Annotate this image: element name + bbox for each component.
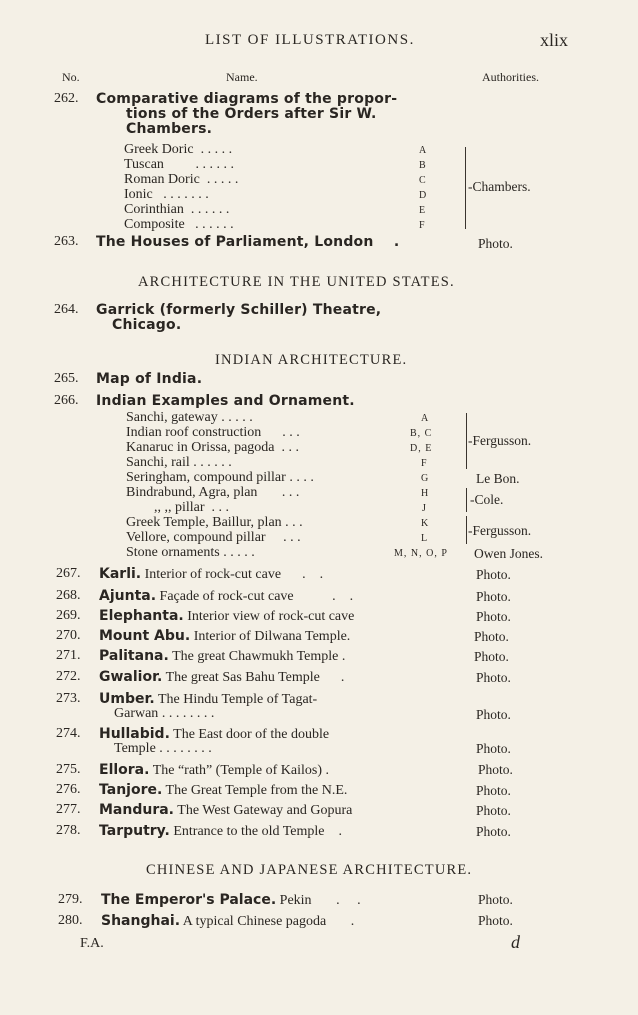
figure-letter: F bbox=[421, 458, 428, 469]
section-heading: CHINESE AND JAPANESE ARCHITECTURE. bbox=[146, 862, 473, 878]
sub-item: Sanchi, gateway . . . . . bbox=[126, 410, 253, 425]
authority: Photo. bbox=[478, 913, 513, 928]
entry-title: Hullabid. The East door of the double bbox=[99, 726, 330, 742]
figure-letter: H bbox=[421, 488, 430, 499]
authority: -Cole. bbox=[470, 492, 504, 507]
entry-number: 275. bbox=[56, 762, 81, 777]
authority: Photo. bbox=[474, 629, 509, 644]
authority: Photo. bbox=[476, 783, 511, 798]
entry-title: Comparative diagrams of the propor- bbox=[96, 91, 398, 107]
entry-number: 269. bbox=[56, 608, 81, 623]
entry-title: Tarputry. Entrance to the old Temple . bbox=[99, 823, 342, 839]
entry-number: 262. bbox=[54, 91, 79, 106]
sub-item: Corinthian . . . . . . bbox=[124, 202, 230, 217]
entry-number: 277. bbox=[56, 802, 81, 817]
entry-title: Shanghai. A typical Chinese pagoda . bbox=[101, 913, 355, 929]
entry-title: The Houses of Parliament, London . bbox=[96, 234, 400, 250]
sub-item: Sanchi, rail . . . . . . bbox=[126, 455, 232, 470]
brace bbox=[465, 147, 466, 229]
entry-title: Elephanta. Interior view of rock-cut cave bbox=[99, 608, 355, 624]
running-head: LIST OF ILLUSTRATIONS. bbox=[205, 32, 415, 48]
figure-letter: D bbox=[419, 190, 428, 201]
figure-letter: L bbox=[421, 533, 429, 544]
figure-letter: C bbox=[419, 175, 427, 186]
entry-title: Ellora. The “rath” (Temple of Kailos) . bbox=[99, 762, 329, 778]
entry-title: Garrick (formerly Schiller) Theatre, bbox=[96, 302, 382, 318]
sub-item: Bindrabund, Agra, plan . . . bbox=[126, 485, 300, 500]
entry-number: 272. bbox=[56, 669, 81, 684]
entry-number: 268. bbox=[56, 588, 81, 603]
figure-letter: M, N, O, P bbox=[394, 548, 448, 559]
authority: Photo. bbox=[474, 649, 509, 664]
entry-title: The Emperor's Palace. Pekin . . bbox=[101, 892, 361, 908]
entry-title: Mount Abu. Interior of Dilwana Temple. bbox=[99, 628, 351, 644]
authority: Photo. bbox=[478, 892, 513, 907]
figure-letter: G bbox=[421, 473, 430, 484]
authority: Photo. bbox=[476, 589, 511, 604]
entry-title: tions of the Orders after Sir W. bbox=[126, 106, 377, 122]
entry-title: Garwan . . . . . . . . bbox=[114, 706, 215, 721]
entry-title: Temple . . . . . . . . bbox=[114, 741, 212, 756]
entry-title: Chicago. bbox=[112, 317, 182, 333]
authority: Photo. bbox=[476, 824, 511, 839]
entry-number: 263. bbox=[54, 234, 79, 249]
column-no: No. bbox=[62, 70, 80, 84]
entry-number: 280. bbox=[58, 913, 83, 928]
sub-item: Stone ornaments . . . . . bbox=[126, 545, 255, 560]
figure-letter: A bbox=[421, 413, 430, 424]
authority: Photo. bbox=[478, 236, 513, 251]
figure-letter: J bbox=[422, 503, 427, 514]
brace bbox=[466, 413, 467, 469]
authority: Photo. bbox=[476, 707, 511, 722]
entry-number: 274. bbox=[56, 726, 81, 741]
figure-letter: D, E bbox=[410, 443, 433, 454]
authority: -Fergusson. bbox=[468, 523, 532, 538]
entry-number: 266. bbox=[54, 393, 79, 408]
entry-title: Chambers. bbox=[126, 121, 213, 137]
figure-letter: F bbox=[419, 220, 426, 231]
sub-item: Greek Temple, Baillur, plan . . . bbox=[126, 515, 303, 530]
entry-title: Umber. The Hindu Temple of Tagat- bbox=[99, 691, 318, 707]
figure-letter: B bbox=[419, 160, 427, 171]
column-authorities: Authorities. bbox=[482, 70, 539, 84]
entry-number: 267. bbox=[56, 566, 81, 581]
entry-number: 273. bbox=[56, 691, 81, 706]
entry-title: Indian Examples and Ornament. bbox=[96, 393, 355, 409]
entry-title: Karli. Interior of rock-cut cave . . bbox=[99, 566, 324, 582]
sub-item: Vellore, compound pillar . . . bbox=[126, 530, 301, 545]
entry-number: 276. bbox=[56, 782, 81, 797]
entry-title: Mandura. The West Gateway and Gopura bbox=[99, 802, 353, 818]
page-number: xlix bbox=[540, 30, 569, 50]
column-name: Name. bbox=[226, 70, 258, 84]
figure-letter: A bbox=[419, 145, 428, 156]
authority: Photo. bbox=[476, 803, 511, 818]
authority: -Fergusson. bbox=[468, 433, 532, 448]
entry-number: 264. bbox=[54, 302, 79, 317]
authority: Le Bon. bbox=[476, 471, 520, 486]
authority: Photo. bbox=[476, 609, 511, 624]
sub-item: Composite . . . . . . bbox=[124, 217, 234, 232]
figure-letter: K bbox=[421, 518, 430, 529]
figure-letter: E bbox=[419, 205, 427, 216]
entry-number: 265. bbox=[54, 371, 79, 386]
authority: Photo. bbox=[476, 567, 511, 582]
brace bbox=[466, 516, 467, 544]
sub-item: Greek Doric . . . . . bbox=[124, 142, 233, 157]
entry-number: 270. bbox=[56, 628, 81, 643]
entry-title: Map of India. bbox=[96, 371, 203, 387]
authority: Photo. bbox=[478, 762, 513, 777]
signature-letter: d bbox=[511, 932, 520, 952]
sub-item: Ionic . . . . . . . bbox=[124, 187, 209, 202]
entry-number: 271. bbox=[56, 648, 81, 663]
sub-item: Indian roof construction . . . bbox=[126, 425, 300, 440]
signature-mark: F.A. bbox=[80, 936, 104, 951]
sub-item: Roman Doric . . . . . bbox=[124, 172, 239, 187]
figure-letter: B, C bbox=[410, 428, 433, 439]
section-heading: INDIAN ARCHITECTURE. bbox=[215, 352, 408, 368]
section-heading: ARCHITECTURE IN THE UNITED STATES. bbox=[138, 274, 455, 290]
sub-item: Kanaruc in Orissa, pagoda . . . bbox=[126, 440, 300, 455]
entry-number: 279. bbox=[58, 892, 83, 907]
authority: Owen Jones. bbox=[474, 546, 543, 561]
entry-title: Ajunta. Façade of rock-cut cave . . bbox=[99, 588, 354, 604]
entry-title: Palitana. The great Chawmukh Temple . bbox=[99, 648, 346, 664]
authority: -Chambers. bbox=[468, 179, 531, 194]
entry-title: Gwalior. The great Sas Bahu Temple . bbox=[99, 669, 345, 685]
authority: Photo. bbox=[476, 741, 511, 756]
sub-item: ,, ,, pillar . . . bbox=[154, 500, 230, 515]
brace bbox=[466, 488, 467, 512]
sub-item: Tuscan . . . . . . bbox=[124, 157, 234, 172]
sub-item: Seringham, compound pillar . . . . bbox=[126, 470, 314, 485]
entry-title: Tanjore. The Great Temple from the N.E. bbox=[99, 782, 348, 798]
entry-number: 278. bbox=[56, 823, 81, 838]
authority: Photo. bbox=[476, 670, 511, 685]
